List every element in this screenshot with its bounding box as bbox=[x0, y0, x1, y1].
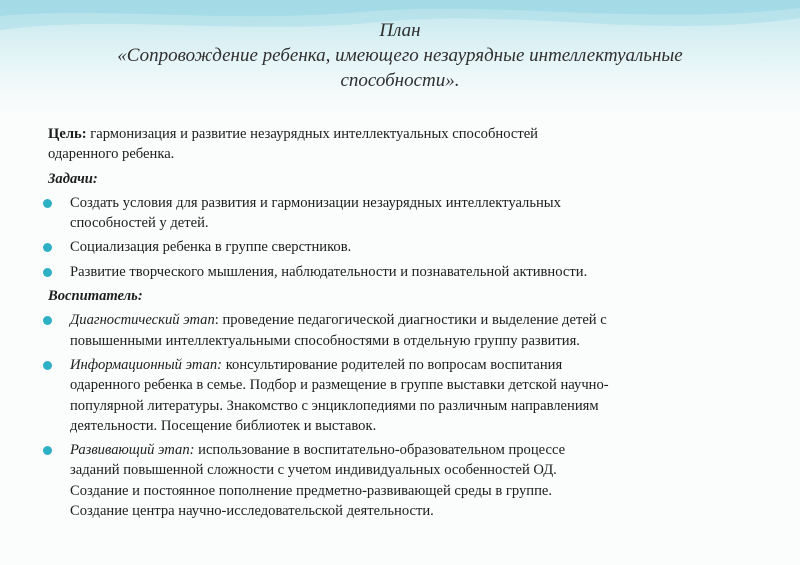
stage-informational-line-4: деятельности. Посещение библиотек и выставок. bbox=[70, 417, 377, 434]
task-item-1-line-1: Создать условия для развития и гармонизации незаурядных интеллектуальных bbox=[70, 194, 561, 211]
task-item-1-line-2: способностей у детей. bbox=[70, 215, 209, 232]
stage-developing-line-2: заданий повышенной сложности с учетом индивидуальных особенностей ОД. bbox=[70, 462, 557, 479]
task-item-3 bbox=[48, 262, 760, 282]
stage-developing-name: Развивающий этап: bbox=[70, 442, 195, 459]
stage-informational-line-1: консультирование родителей по вопросам воспитания bbox=[222, 356, 563, 373]
stage-diagnostic-line-2: повышенными интеллектуальными способностями в отдельную группу развития. bbox=[70, 332, 580, 349]
title-line-2: «Сопровождение ребенка, имеющего незаурядные интеллектуальные bbox=[117, 45, 683, 66]
stage-diagnostic-name: Диагностический этап bbox=[70, 312, 215, 329]
stage-item-informational bbox=[48, 355, 760, 436]
stage-informational-line-2: одаренного ребенка в семье. Подбор и размещение в группе выставки детской научно- bbox=[70, 377, 609, 394]
task-item-2 bbox=[48, 237, 760, 257]
goal-label: Цель: bbox=[48, 126, 87, 142]
task-item-3-line-1: Развитие творческого мышления, наблюдательности и познавательной активности. bbox=[70, 263, 588, 280]
title-line-3: способности». bbox=[340, 70, 460, 91]
tasks-label: Задачи: bbox=[48, 170, 98, 187]
educator-label: Воспитатель: bbox=[48, 288, 143, 305]
stage-developing-line-4: Создание центра научно-исследовательской деятельности. bbox=[70, 503, 434, 520]
slide-title bbox=[40, 18, 760, 93]
task-item-1 bbox=[48, 193, 760, 234]
bullet-icon bbox=[43, 316, 52, 325]
title-line-1: План bbox=[379, 20, 421, 41]
task-item-2-line-1: Социализация ребенка в группе сверстников. bbox=[70, 239, 352, 256]
stage-developing-line-3: Создание и постоянное пополнение предметно-развивающей среды в группе. bbox=[70, 482, 553, 499]
bullet-icon bbox=[43, 446, 52, 455]
stage-item-diagnostic bbox=[48, 310, 760, 351]
slide-content bbox=[48, 124, 760, 525]
bullet-icon bbox=[43, 199, 52, 208]
stage-informational-line-3: популярной литературы. Знакомство с энциклопедиями по различным направлениям bbox=[70, 397, 599, 414]
goal-text-line-1: гармонизация и развитие незаурядных интеллектуальных способностей bbox=[86, 126, 538, 142]
stage-informational-name: Информационный этап: bbox=[70, 356, 223, 373]
bullet-icon bbox=[43, 268, 52, 277]
stage-developing-line-1: использование в воспитательно-образовательном процессе bbox=[194, 442, 566, 459]
bullet-icon bbox=[43, 243, 52, 252]
stage-item-developing bbox=[48, 440, 760, 521]
bullet-icon bbox=[43, 361, 52, 370]
goal-paragraph bbox=[48, 124, 760, 165]
stage-diagnostic-line-1: : проведение педагогической диагностики и выделение детей с bbox=[214, 312, 607, 329]
goal-text-line-2: одаренного ребенка. bbox=[48, 146, 175, 163]
